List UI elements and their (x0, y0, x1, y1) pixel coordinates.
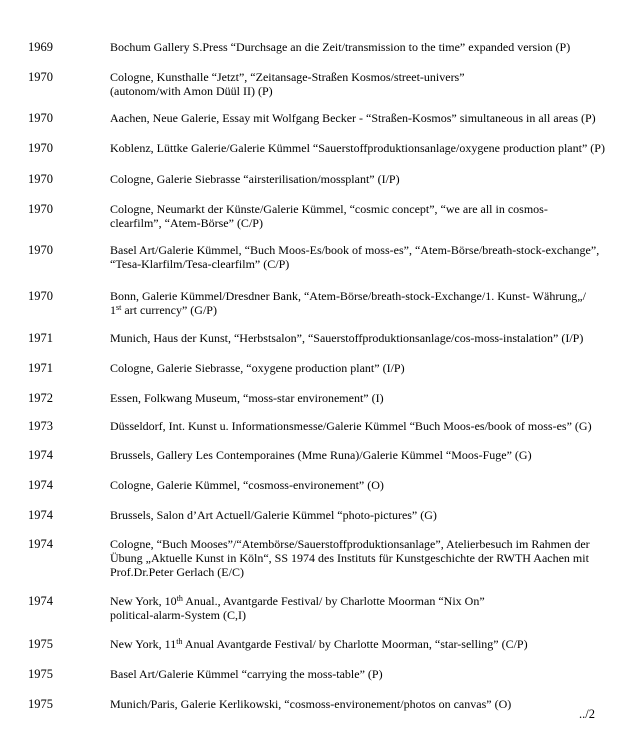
entry-line (110, 70, 615, 84)
entry-text: Munich/Paris, Galerie Kerlikowski, “cosmoss-environement/photos on canvas” (O) (110, 697, 512, 711)
entry-year: 1971 (28, 361, 53, 375)
entry-year: 1974 (28, 537, 53, 551)
entry-line (110, 637, 615, 651)
entry-line (110, 667, 615, 681)
entry-description (110, 594, 615, 622)
entry-year: 1970 (28, 111, 53, 125)
entry-line (110, 608, 615, 622)
entry-text: Munich, Haus der Kunst, “Herbstsalon”, “Sauerstoffproduktionsanlage/cos-moss-instalation” (I/P) (110, 331, 584, 345)
entry-line (110, 391, 615, 405)
entry-text: Bonn, Galerie Kümmel/Dresdner Bank, “Atem-Börse/breath-stock-Exchange/1. Kunst- Währung„/ (110, 289, 586, 303)
entry-text: Cologne, Galerie Siebrasse, “oxygene production plant” (I/P) (110, 361, 405, 375)
entry-line (110, 40, 615, 54)
entry-line (110, 478, 615, 492)
entry-year: 1975 (28, 637, 53, 651)
entry-text: Cologne, Kunsthalle “Jetzt”, “Zeitansage-Straßen Kosmos/street-univers” (110, 70, 465, 84)
entry-year: 1971 (28, 331, 53, 345)
entry-description (110, 508, 615, 522)
entry-line (110, 202, 615, 216)
entry-line (110, 419, 615, 433)
entry-text: “Tesa-Klarfilm/Tesa-clearfilm” (C/P) (110, 257, 290, 271)
entry-line (110, 111, 615, 125)
entry-year: 1970 (28, 289, 53, 303)
entry-description (110, 111, 615, 125)
entry-year: 1969 (28, 40, 53, 54)
entry-line (110, 537, 615, 551)
entry-year: 1973 (28, 419, 53, 433)
entry-text: political-alarm-System (C,I) (110, 608, 246, 622)
entry-text: Cologne, “Buch Mooses”/“Atembörse/Sauerstoffproduktionsanlage”, Atelierbesuch im Rahmen der (110, 537, 590, 551)
page-number: ../2 (579, 707, 595, 721)
entry-text: Übung „Aktuelle Kunst in Köln“, SS 1974 des Instituts für Kunstgeschichte der RWTH Aachen mit (110, 551, 589, 565)
entry-description (110, 202, 615, 230)
entry-line (110, 303, 615, 317)
entry-description (110, 40, 615, 54)
entry-line (110, 697, 615, 711)
entry-year: 1970 (28, 243, 53, 257)
entry-text: 1 (110, 303, 116, 317)
entry-text: Koblenz, Lüttke Galerie/Galerie Kümmel “Sauerstoffproduktionsanlage/oxygene production plant” (P) (110, 141, 605, 155)
entry-description (110, 419, 615, 433)
entry-line (110, 257, 615, 271)
entry-text: Prof.Dr.Peter Gerlach (E/C) (110, 565, 244, 579)
ordinal-suffix: st (116, 303, 122, 312)
entry-description (110, 70, 615, 98)
entry-description (110, 289, 615, 317)
entry-description (110, 537, 615, 579)
entry-description (110, 243, 615, 271)
entry-text: Bochum Gallery S.Press “Durchsage an die Zeit/transmission to the time” expanded version (P) (110, 40, 571, 54)
entry-line (110, 508, 615, 522)
entry-line (110, 216, 615, 230)
entry-year: 1972 (28, 391, 53, 405)
entry-text: Cologne, Neumarkt der Künste/Galerie Kümmel, “cosmic concept”, “we are all in cosmos- (110, 202, 548, 216)
entry-year: 1974 (28, 508, 53, 522)
entry-line (110, 551, 615, 565)
entry-text: (autonom/with Amon Düül II) (P) (110, 84, 273, 98)
entry-description (110, 141, 615, 155)
entry-text: Anual Avantgarde Festival/ by Charlotte Moorman, “star-selling” (C/P) (182, 637, 528, 651)
entry-year: 1970 (28, 202, 53, 216)
entry-text: New York, 10 (110, 594, 177, 608)
entry-text: Cologne, Galerie Siebrasse “airsterilisation/mossplant” (I/P) (110, 172, 400, 186)
entry-line (110, 84, 615, 98)
entry-description (110, 448, 615, 462)
entry-text: Basel Art/Galerie Kümmel, “Buch Moos-Es/book of moss-es”, “Atem-Börse/breath-stock-exchange”, (110, 243, 600, 257)
entry-description (110, 697, 615, 711)
entry-year: 1974 (28, 478, 53, 492)
entry-description (110, 172, 615, 186)
entry-description (110, 361, 615, 375)
entry-line (110, 565, 615, 579)
entry-line (110, 172, 615, 186)
entry-text: New York, 11 (110, 637, 177, 651)
entry-text: Anual., Avantgarde Festival/ by Charlotte Moorman “Nix On” (182, 594, 485, 608)
entry-text: Cologne, Galerie Kümmel, “cosmoss-environement” (O) (110, 478, 384, 492)
entry-description (110, 391, 615, 405)
entry-line (110, 141, 615, 155)
entry-text: Essen, Folkwang Museum, “moss-star environement” (I) (110, 391, 384, 405)
entry-text: Düsseldorf, Int. Kunst u. Informationsmesse/Galerie Kümmel “Buch Moos-es/book of moss-es” (G) (110, 419, 592, 433)
entry-line (110, 289, 615, 303)
entry-year: 1970 (28, 70, 53, 84)
entry-text: Aachen, Neue Galerie, Essay mit Wolfgang Becker - “Straßen-Kosmos” simultaneous in all areas (P) (110, 111, 596, 125)
entry-text: art currency” (G/P) (121, 303, 217, 317)
entry-line (110, 361, 615, 375)
entry-year: 1974 (28, 594, 53, 608)
entry-line (110, 331, 615, 345)
entry-description (110, 331, 615, 345)
entry-line (110, 243, 615, 257)
entry-year: 1975 (28, 667, 53, 681)
entry-text: Brussels, Salon d’Art Actuell/Galerie Kümmel “photo-pictures” (G) (110, 508, 437, 522)
entry-description (110, 637, 615, 651)
entry-year: 1970 (28, 172, 53, 186)
entry-description (110, 667, 615, 681)
entry-text: Brussels, Gallery Les Contemporaines (Mme Runa)/Galerie Kümmel “Moos-Fuge” (G) (110, 448, 532, 462)
entry-description (110, 478, 615, 492)
entry-text: Basel Art/Galerie Kümmel “carrying the moss-table” (P) (110, 667, 383, 681)
entry-year: 1974 (28, 448, 53, 462)
entry-line (110, 594, 615, 608)
entry-year: 1970 (28, 141, 53, 155)
ordinal-suffix: th (176, 594, 183, 603)
entry-year: 1975 (28, 697, 53, 711)
entry-line (110, 448, 615, 462)
ordinal-suffix: th (176, 637, 183, 646)
entry-text: clearfilm”, “Atem-Börse” (C/P) (110, 216, 263, 230)
